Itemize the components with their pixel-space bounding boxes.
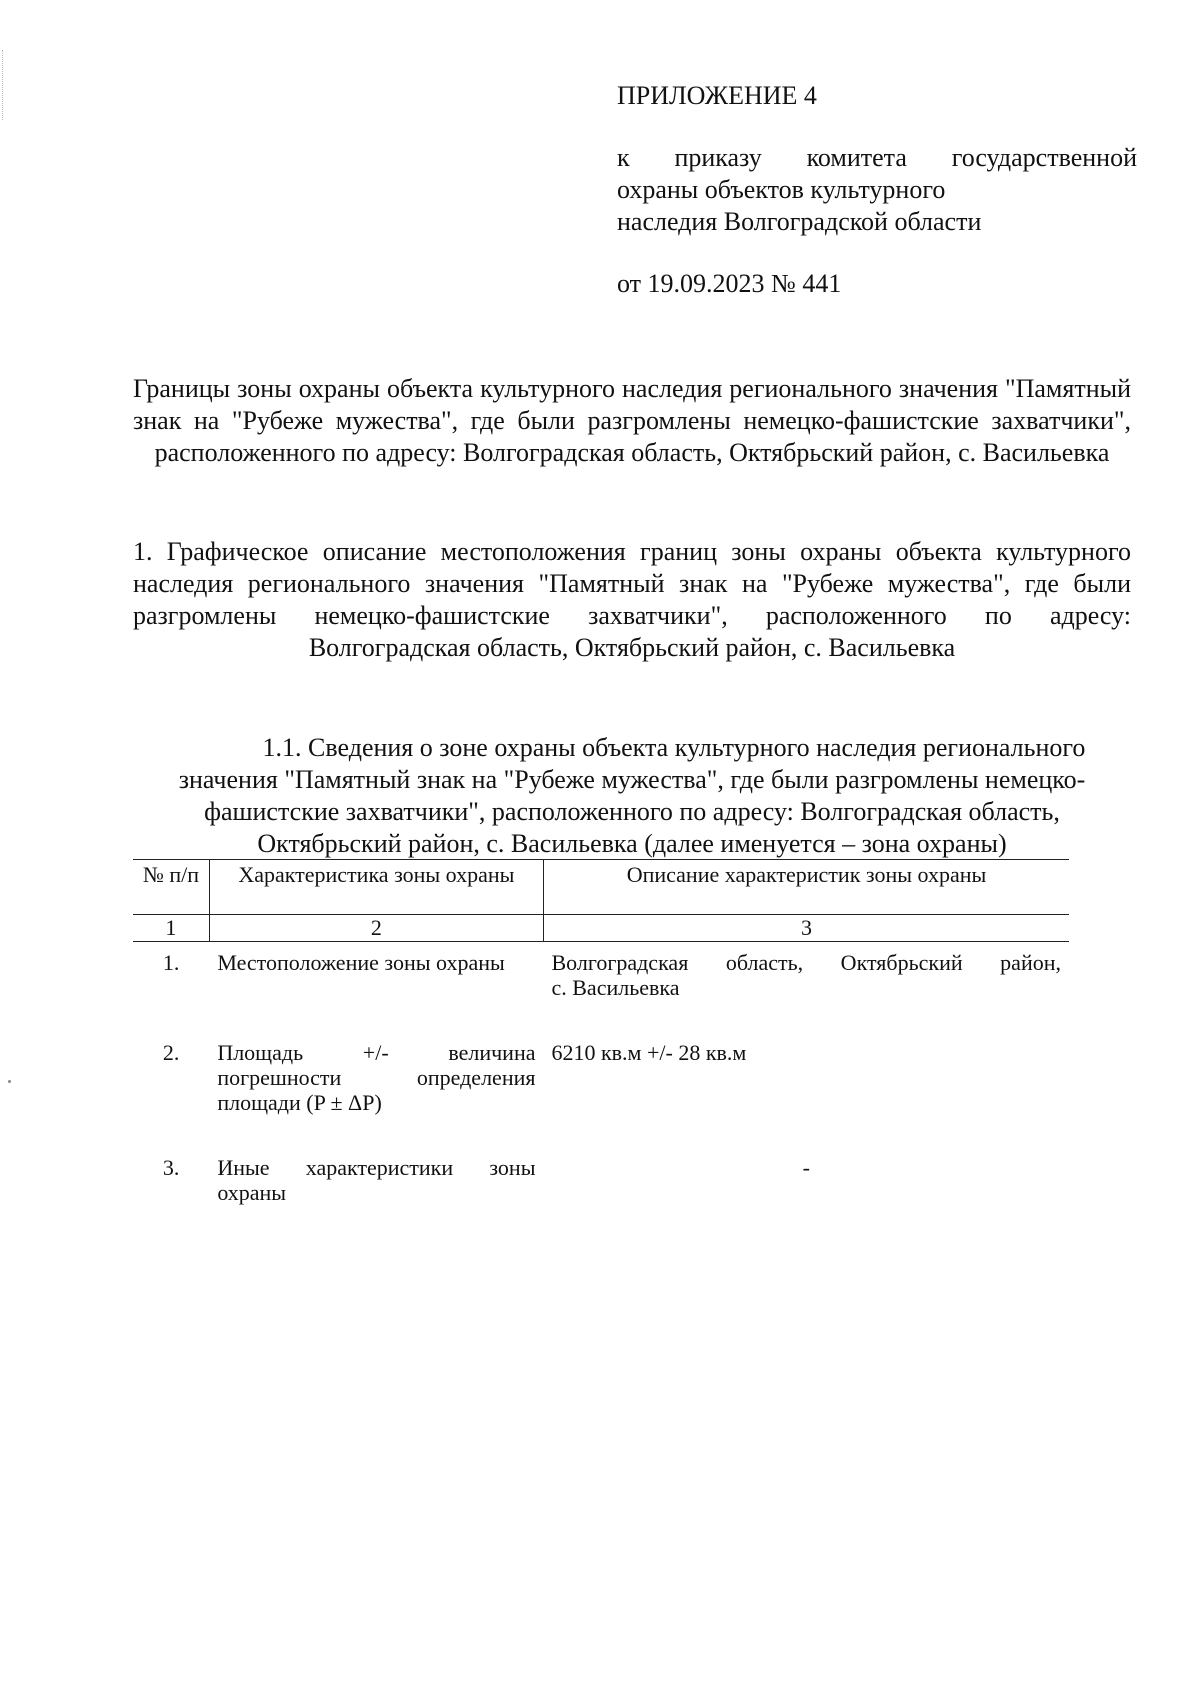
header-number: № п/п: [133, 860, 209, 915]
row-number: 1.: [162, 950, 180, 975]
header-characteristic: Характеристика зоны охраны: [209, 860, 543, 915]
column-number-1: 1: [133, 915, 209, 942]
row-number: 3.: [162, 1155, 180, 1180]
row-characteristic-line: площади (P ± ΔP): [217, 1090, 382, 1115]
row-description: -: [802, 1155, 810, 1180]
scan-speck: [8, 1080, 11, 1083]
row-characteristic-line: Иные характеристики зоны: [217, 1155, 536, 1180]
appendix-order-line-3: наследия Волгоградской области: [617, 207, 982, 236]
row-description-line: с. Васильевка: [551, 975, 680, 1000]
row-description: [543, 942, 1069, 1033]
appendix-date: от 19.09.2023 № 441: [617, 269, 842, 298]
row-characteristic: Местоположение зоны охраны: [217, 950, 505, 975]
row-characteristic-line: Площадь +/- величина: [217, 1040, 536, 1065]
row-characteristic: [209, 1032, 543, 1147]
table-row: [133, 1032, 1069, 1147]
section-1-1-text: 1.1. Сведения о зоне охраны объекта культурного наследия регионального значения "Памятный знак на "Рубеже мужества", где были разгромлены немецко-фашистские захватчики", расположенного по адресу: Волгоградская область, Октябрьский район, с. Васильевка (далее именуется – зона охраны): [178, 733, 1086, 858]
table-column-numbers-row: [133, 915, 1069, 942]
scan-edge-mark: [2, 50, 5, 120]
row-characteristic-line: охраны: [217, 1180, 287, 1205]
zone-info-table: [133, 859, 1069, 1237]
row-characteristic: [209, 1147, 543, 1237]
section-1-1-title: [133, 732, 1131, 860]
section-1-title: 1. Графическое описание местоположения границ зоны охраны объекта культурного наследия регионального значения "Памятный знак на "Рубеже мужества", где были разгромлены немецко-фашистские захватчики", расположенного по адресу: Волгоградская область, Октябрьский район, с. Васильевка: [133, 537, 1131, 662]
column-number-2: 2: [209, 915, 543, 942]
table-row: [133, 1147, 1069, 1237]
row-description: 6210 кв.м +/- 28 кв.м: [551, 1040, 747, 1065]
table-header-row: [133, 860, 1069, 915]
table-row: [133, 942, 1069, 1033]
row-characteristic-line: погрешности определения: [217, 1065, 536, 1090]
column-number-3: 3: [543, 915, 1069, 942]
document-heading: Границы зоны охраны объекта культурного наследия регионального значения "Памятный знак на "Рубеже мужества", где были разгромлены немецко-фашистские захватчики", расположенного по адресу: Волгоградская область, Октябрьский район, с. Васильевка: [133, 374, 1131, 467]
row-description-line: Волгоградская область, Октябрьский район,: [551, 950, 1061, 975]
appendix-block: [617, 80, 1137, 300]
row-number: 2.: [162, 1040, 180, 1065]
header-description: Описание характеристик зоны охраны: [543, 860, 1069, 915]
appendix-order-line-1: к приказу комитета государственной: [617, 143, 1137, 172]
appendix-title: ПРИЛОЖЕНИЕ 4: [617, 81, 817, 110]
appendix-order: [617, 142, 1137, 238]
appendix-order-line-2: охраны объектов культурного: [617, 175, 946, 204]
